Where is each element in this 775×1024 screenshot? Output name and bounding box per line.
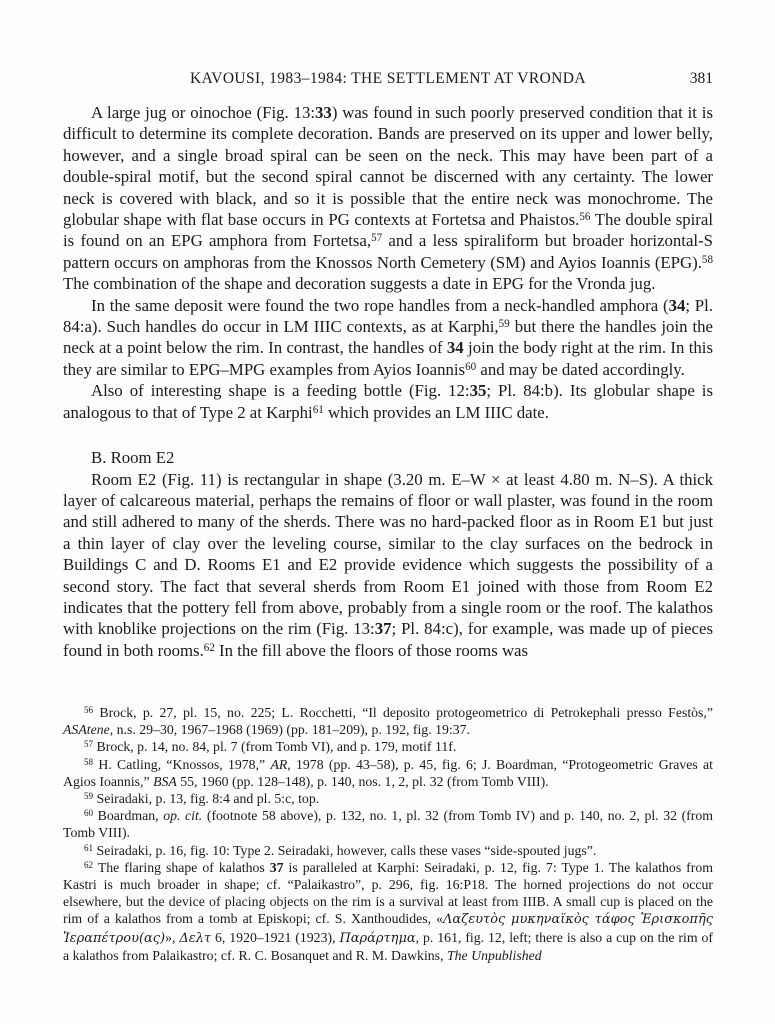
footnote-ref: 57 <box>84 739 94 750</box>
running-head-title: KAVOUSI, 1983–1984: THE SETTLEMENT AT VRONDA <box>190 70 586 87</box>
text-run: , p. 161, fig. 12, left; there is also a cup on the rim of a kalathos from Palaikastro; cf. R. C. Bosanquet and R. M. Dawkins, <box>63 929 713 963</box>
text-run: (footnote 58 above), p. 132, no. 1, pl. 32 (from Tomb IV) and p. 140, no. 2, pl. 32 (from Tomb VIII). <box>63 808 713 841</box>
text-run: 34 <box>446 338 464 358</box>
text-run: ; Pl. 84:c), for example, was made up of pieces found in both rooms. <box>63 619 713 660</box>
footnote-ref: 58 <box>84 756 94 767</box>
footnote-ref: 56 <box>84 704 94 715</box>
text-run: B. Room E2 <box>91 448 175 468</box>
footnote <box>63 807 713 841</box>
footnote-ref: 59 <box>84 790 94 801</box>
text-run: AR <box>270 756 288 772</box>
paragraph <box>63 380 713 423</box>
text-run: and a less spiraliform but broader horizontal-S pattern occurs on amphoras from the Knossos North Cemetery (SM) and Ayios Ioannis (EPG). <box>63 231 713 272</box>
footnote <box>63 790 713 807</box>
text-run: Brock, p. 27, pl. 15, no. 225; L. Rocchetti, “Il deposito protogeometrico di Petrokephali presso Festòs,” <box>93 705 713 720</box>
text-run: 35 <box>469 381 487 401</box>
body-text <box>63 102 713 661</box>
footnote-ref: 60 <box>465 360 477 373</box>
text-run: , 1978 (pp. 43–58), p. 45, fig. 6; J. Boardman, “Protogeometric Graves at Agios Ioannis,” <box>63 756 713 789</box>
footnote <box>63 842 713 859</box>
text-run: BSA <box>153 773 177 789</box>
running-head <box>63 70 713 90</box>
text-run: , n.s. 29–30, 1967–1968 (1969) (pp. 181–209), p. 192, fig. 19:37. <box>109 722 470 738</box>
text-run: H. Catling, “Knossos, 1978,” <box>93 756 271 772</box>
text-run: Seiradaki, p. 16, fig. 10: Type 2. Seiradaki, however, calls these vases “side-spouted jugs”. <box>93 842 597 858</box>
text-run: 6, 1920–1921 (1923), <box>211 929 340 945</box>
text-run: Also of interesting shape is a feeding bottle (Fig. 12: <box>91 381 470 401</box>
text-run: 34 <box>668 295 686 315</box>
footnote <box>63 704 713 738</box>
footnote-ref: 60 <box>84 808 94 819</box>
footnote <box>63 859 713 964</box>
text-run: 33 <box>315 103 332 122</box>
text-run: Room E2 (Fig. 11) is rectangular in shape (3.20 m. E–W × at least 4.80 m. N–S). A thick layer of calcareous material, perhaps the remains of floor or wall plaster, was found in the room and still adhered to many of the sherds. There was no hard-packed floor as in Room E1 but just a thin layer of clay over the leveling course, similar to the clay surfaces on the bedrock in Buildings C and D. Rooms E1 and E2 provide evidence which suggests the possibility of a second story. The fact that several sherds from Room E1 joined with those from Room E2 indicates that the pottery fell from above, probably from a single room or the roof. The kalathos with knoblike projections on the rim (Fig. 13: <box>63 469 713 639</box>
footnote-ref: 57 <box>371 232 383 245</box>
footnote-ref: 59 <box>498 318 510 331</box>
text-run: op. cit. <box>163 808 203 824</box>
text-run: ; Pl. 84:b). Its globular shape is analogous to that of Type 2 at Karphi <box>63 381 713 422</box>
text-run: In the same deposit were found the two rope handles from a neck-handled amphora ( <box>91 295 669 315</box>
text-run: The flaring shape of kalathos <box>93 859 270 875</box>
section-heading <box>63 447 713 468</box>
footnote-ref: 61 <box>312 403 324 416</box>
text-run: ) was found in such poorly preserved condition that it is difficult to determine its complete decoration. Bands are preserved on its upper and lower belly, however, and a single broad spiral can be seen on the neck. This may have been part of a double-spiral motif, but the second spiral cannot be discerned with any certainty. The lower neck is covered with black, and so it is possible that the entire neck was monochrome. The globular shape with flat base occurs in PG contexts at Fortetsa and Phaistos. <box>63 103 713 230</box>
text-run: but there the handles join the neck at a point below the rim. In contrast, the handles of <box>63 317 713 358</box>
text-run: The Unpublished <box>446 947 542 963</box>
footnote-ref: 62 <box>203 641 215 654</box>
paragraph <box>63 295 713 381</box>
footnote-ref: 61 <box>84 842 94 853</box>
footnote <box>63 756 713 790</box>
text-run: 37 <box>269 859 284 875</box>
footnote-ref: 58 <box>701 253 713 266</box>
text-run: 37 <box>374 619 392 639</box>
text-run: is paralleled at Karphi: Seiradaki, p. 12, fig. 7: Type 1. The kalathos from Kastri is much broader in shape; cf. “Palaikastro”, p. 296, fig. 16:P18. The horned projections do not occur elsewhere, but the device of placing objects on the rim is a survival at least from IIIB. A small cup is placed on the rim of a kalathos from a tomb at Episkopi; cf. S. Xanthoudides, « <box>63 859 713 927</box>
footnote <box>63 738 713 755</box>
text-run: The combination of the shape and decoration suggests a date in EPG for the Vronda jug. <box>63 274 656 294</box>
text-run: A large jug or oinochoe (Fig. 13: <box>91 103 316 122</box>
text-run: Seiradaki, p. 13, fig. 8:4 and pl. 5:c, top. <box>93 791 320 807</box>
text-run: Boardman, <box>93 808 164 824</box>
paragraph <box>63 102 713 295</box>
text-run: ASAtene <box>63 722 110 738</box>
text-run: Παράρτημα <box>339 930 416 946</box>
text-run: which provides an LM IIIC date. <box>323 402 549 422</box>
footnote-ref: 62 <box>84 859 94 870</box>
footnotes <box>63 704 713 964</box>
text-run: In the fill above the floors of those rooms was <box>214 640 529 660</box>
text-run: 55, 1960 (pp. 128–148), p. 140, nos. 1, 2, pl. 32 (from Tomb VIII). <box>176 773 549 789</box>
paragraph <box>63 469 713 662</box>
page-number: 381 <box>689 70 713 87</box>
text-run: Λαζευτὸς μυκηναϊκὸς τάφος Ἐρισκοπῆς Ἱεραπέτρου(ας) <box>63 912 713 946</box>
footnote-ref: 56 <box>579 211 591 224</box>
text-run: Δελτ <box>179 930 212 946</box>
text-run: and may be dated accordingly. <box>476 359 685 379</box>
text-run: Brock, p. 14, no. 84, pl. 7 (from Tomb VI), and p. 179, motif 11f. <box>93 739 457 755</box>
text-run: », <box>165 929 180 945</box>
text-run: join the body right at the rim. In this they are similar to EPG–MPG examples from Ayios Ioannis <box>63 338 713 379</box>
text-run: The double spiral is found on an EPG amphora from Fortetsa, <box>63 210 713 251</box>
text-run: ; Pl. 84:a). Such handles do occur in LM IIIC contexts, as at Karphi, <box>63 295 713 337</box>
